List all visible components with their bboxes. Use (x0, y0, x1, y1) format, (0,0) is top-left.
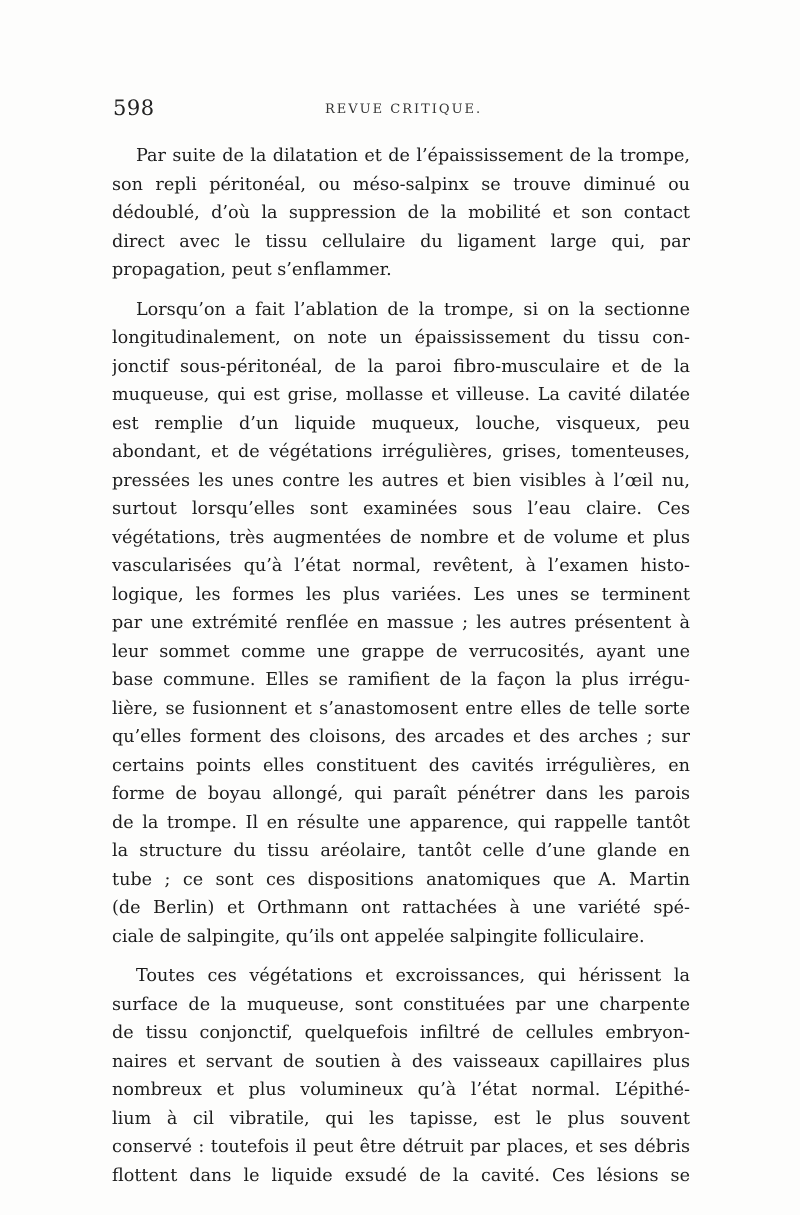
text-line: abondant, et de végétations irrégulières, grises, tomenteuses, (112, 442, 690, 462)
text-line: forme de boyau allongé, qui paraît pénétrer dans les parois (112, 784, 690, 804)
text-line: végétations, très augmentées de nombre et de volume et plus (112, 527, 690, 548)
text-line: nombreux et plus volumineux qu’à l’état normal. L’épithé- (112, 1080, 690, 1100)
body-text (112, 142, 690, 1201)
text-line: jonctif sous-péritonéal, de la paroi fibro-musculaire et de la (112, 356, 690, 377)
text-line: de tissu conjonctif, quelquefois infiltré de cellules embryon- (112, 1023, 690, 1043)
text-line: propagation, peut s’enflammer. (112, 260, 392, 280)
text-line: Lorsqu’on a fait l’ablation de la trompe, si on la sectionne (136, 299, 690, 320)
text-line: Toutes ces végétations et excroissances, qui hérissent la (136, 966, 690, 986)
text-line: conservé : toutefois il peut être détruit par places, et ses débris (112, 1137, 690, 1157)
text-line: direct avec le tissu cellulaire du ligament large qui, par (112, 231, 690, 252)
running-title: REVUE CRITIQUE. (325, 102, 483, 117)
text-line: flottent dans le liquide exsudé de la cavité. Ces lésions se (112, 1165, 690, 1186)
text-line: pressées les unes contre les autres et bien visibles à l’œil nu, (112, 470, 690, 491)
text-line: certains points elles constituent des cavités irrégulières, en (112, 755, 690, 776)
text-line: vascularisées qu’à l’état normal, revêtent, à l’examen histo- (112, 556, 690, 576)
text-line: base commune. Elles se ramifient de la façon la plus irrégu- (112, 670, 690, 690)
text-line: logique, les formes les plus variées. Les unes se terminent (112, 584, 690, 605)
text-line: dédoublé, d’où la suppression de la mobilité et son contact (112, 203, 690, 223)
text-line: tube ; ce sont ces dispositions anatomiques que A. Martin (112, 869, 690, 890)
text-line: qu’elles forment des cloisons, des arcades et des arches ; sur (112, 727, 690, 747)
page-header (113, 96, 689, 126)
text-line: la structure du tissu aréolaire, tantôt celle d’une glande en (112, 841, 690, 861)
text-line: est remplie d’un liquide muqueux, louche, visqueux, peu (112, 413, 690, 434)
text-line: par une extrémité renflée en massue ; les autres présentent à (112, 613, 690, 633)
text-line: surface de la muqueuse, sont constituées par une charpente (112, 994, 690, 1015)
text-line: de la trompe. Il en résulte une apparence, qui rappelle tantôt (112, 812, 690, 833)
text-line: son repli péritonéal, ou méso-salpinx se trouve diminué ou (112, 174, 690, 195)
text-line: ciale de salpingite, qu’ils ont appelée salpingite folliculaire. (112, 926, 645, 947)
text-line: (de Berlin) et Orthmann ont rattachées à une variété spé- (112, 898, 690, 918)
paragraph-2 (112, 296, 690, 952)
text-line: lium à cil vibratile, qui les tapisse, est le plus souvent (112, 1108, 690, 1129)
text-line: longitudinalement, on note un épaississement du tissu con- (112, 328, 690, 348)
paragraph-3 (112, 962, 690, 1190)
text-line: naires et servant de soutien à des vaisseaux capillaires plus (112, 1051, 690, 1072)
text-line: leur sommet comme une grappe de verrucosités, ayant une (112, 641, 690, 662)
paragraph-1 (112, 142, 690, 285)
text-line: muqueuse, qui est grise, mollasse et villeuse. La cavité dilatée (112, 385, 690, 405)
text-line: surtout lorsqu’elles sont examinées sous l’eau claire. Ces (112, 499, 690, 519)
text-line: lière, se fusionnent et s’anastomosent entre elles de telle sorte (112, 698, 690, 719)
page-number: 598 (113, 96, 155, 120)
text-line: Par suite de la dilatation et de l’épaississement de la trompe, (136, 146, 690, 166)
